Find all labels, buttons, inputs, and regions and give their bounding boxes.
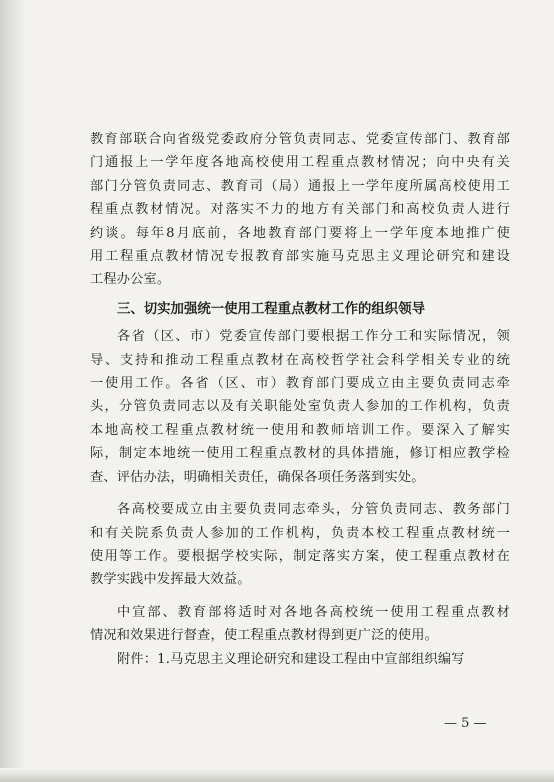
text-line: 各高校要成立由主要负责同志牵头，分管负责同志、教务部门 bbox=[117, 502, 510, 518]
text-line: 和有关院系负责人参加的工作机构，负责本校工程重点教材统一 bbox=[90, 525, 510, 541]
text-line: 教育部联合向省级党委政府分管负责同志、党委宣传部门、教育部 bbox=[90, 132, 510, 147]
text-line: 使用等工作。要根据学校实际，制定落实方案，使工程重点教材在 bbox=[90, 548, 510, 564]
text-line: 情况和效果进行督查，使工程重点教材得到更广泛的使用。 bbox=[90, 628, 439, 644]
text-line: 教学实践中发挥最大效益。 bbox=[90, 572, 251, 588]
paragraph-gap bbox=[90, 592, 510, 601]
page-number: — 5 — bbox=[444, 716, 487, 731]
scan-shadow-left bbox=[0, 0, 26, 782]
paragraph-1 bbox=[90, 128, 510, 292]
text-line: 程重点教材情况。对落实不力的地方有关部门和高校负责人进行 bbox=[90, 202, 510, 218]
paragraph-gap bbox=[90, 489, 510, 498]
attachment-line bbox=[90, 648, 510, 671]
text-line: 附件：1.马克思主义理论研究和建设工程由中宣部组织编写 bbox=[117, 651, 465, 667]
paragraph-2 bbox=[90, 325, 510, 489]
text-line: 导、支持和推动工程重点教材在高校哲学社会科学相关专业的统 bbox=[90, 352, 510, 368]
text-line: 本地高校工程重点教材统一使用和教师培训工作。要深入了解实 bbox=[90, 422, 510, 438]
text-line: 部门分管负责同志、教育司（局）通报上一学年度所属高校使用工 bbox=[90, 178, 510, 194]
text-line: 门通报上一学年度各地高校使用工程重点教材情况；向中央有关 bbox=[90, 155, 510, 171]
text-line: 用工程重点教材情况专报教育部实施马克思主义理论研究和建设 bbox=[90, 249, 510, 265]
text-line: 各省（区、市）党委宣传部门要根据工作分工和实际情况，领 bbox=[117, 329, 510, 345]
text-line: 约谈。每年8月底前，各地教育部门要将上一学年度本地推广使 bbox=[90, 225, 510, 241]
section-heading: 三、切实加强统一使用工程重点教材工作的组织领导 bbox=[117, 301, 425, 317]
scan-shadow-bottom bbox=[0, 768, 554, 782]
text-line: 头，分管负责同志以及有关职能处室负责人参加的工作机构，负责 bbox=[90, 399, 510, 415]
paragraph-3 bbox=[90, 498, 510, 592]
paragraph-4 bbox=[90, 601, 510, 648]
text-line: 中宣部、教育部将适时对各地各高校统一使用工程重点教材 bbox=[117, 604, 510, 620]
text-line: 际，制定本地统一使用工程重点教材的具体措施，修订相应教学检 bbox=[90, 446, 510, 462]
text-line: 工程办公室。 bbox=[90, 272, 171, 288]
text-line: 一使用工作。各省（区、市）教育部门要成立由主要负责同志牵 bbox=[90, 376, 510, 392]
text-line: 查、评估办法，明确相关责任，确保各项任务落到实处。 bbox=[90, 469, 425, 485]
document-body bbox=[90, 128, 510, 671]
